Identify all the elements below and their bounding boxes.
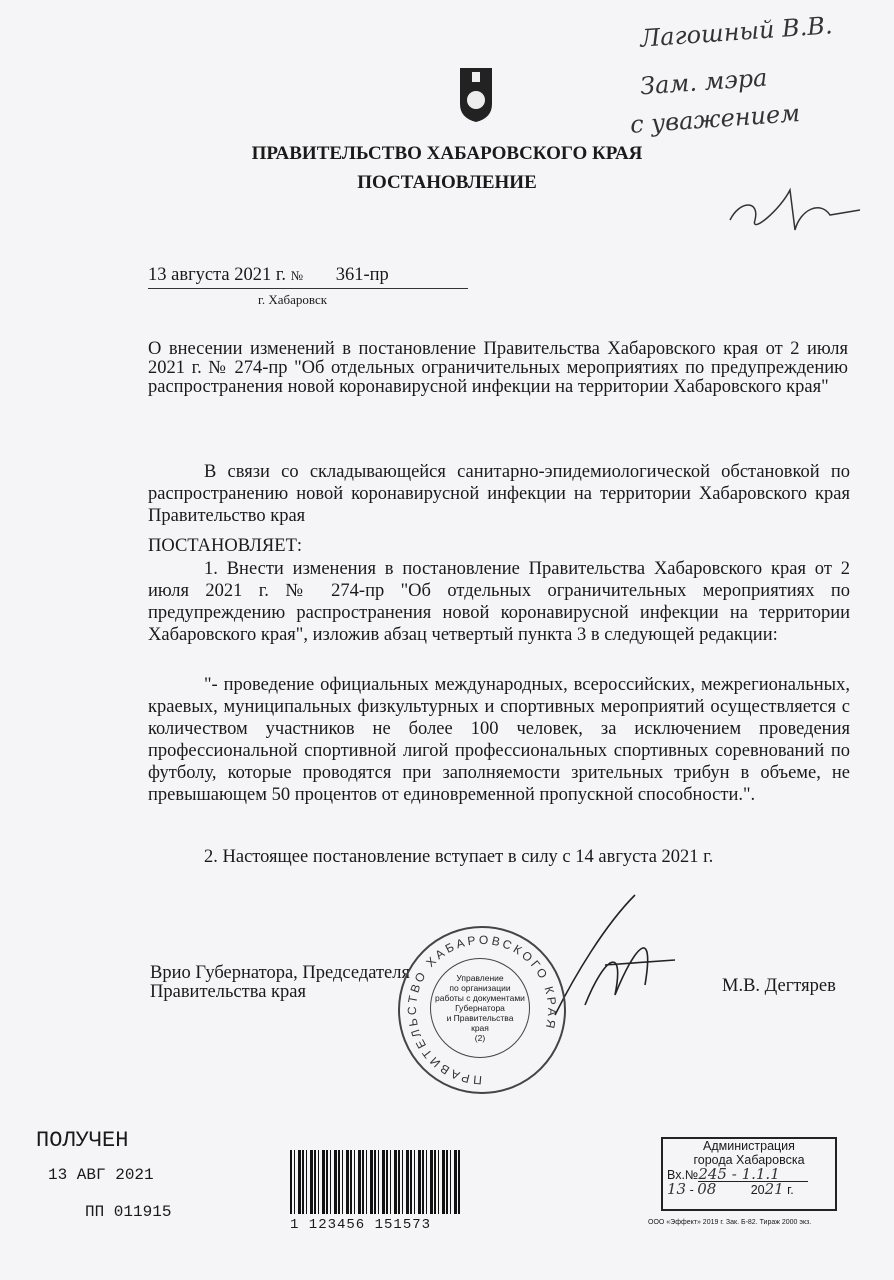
signer-position [150,964,410,1002]
coat-of-arms-icon [458,64,494,124]
handwritten-note: с уважением [629,99,801,139]
barcode-number: 1 123456 151573 [290,1217,432,1233]
signer-position-line: Врио Губернатора, Председателя [150,963,411,983]
governor-signature [545,885,685,1035]
incoming-label: Вх.№ [667,1168,699,1182]
barcode [290,1150,460,1214]
seal-line: работы с документами [435,993,525,1003]
year-suffix: г. [787,1183,794,1197]
signer-name: М.В. Дегтярев [722,976,836,996]
seal-line: (2) [474,1033,486,1043]
stamp-year: 21 [764,1180,784,1198]
number-label: № [290,268,304,283]
seal-line: и Правительства [446,1013,514,1023]
stamp-day: 13 [667,1180,687,1198]
intro-paragraph: В связи со складывающейся санитарно-эпидемиологической обстановкой по распространению новой коронавирусной инфекции на территории Хабаровского края Правительство края [148,462,850,526]
seal-line: края [471,1023,489,1033]
stamp-line: города Хабаровска [693,1153,805,1167]
official-seal [398,926,566,1094]
city: г. Хабаровск [258,292,328,307]
stamp-line: Администрация [703,1139,795,1153]
received-code: ПП 011915 [85,1203,172,1221]
seal-ring [400,928,564,1092]
doc-number: 361-пр [335,265,389,285]
registration-stamp: Администрация города Хабаровска Вх.№245 - 1.1.1 13 - 08 2021 г. [661,1137,837,1211]
year-prefix: 20 [750,1183,765,1197]
handwritten-name: Лагошный В.В. [639,11,834,53]
seal-line: Управление [456,973,504,983]
received-date: 13 АВГ 2021 [48,1166,154,1184]
signer-position-line: Правительства края [150,982,307,1002]
svg-text:ПРАВИТЕЛЬСТВО ХАБАРОВСКОГО КРА: ПРАВИТЕЛЬСТВО ХАБАРОВСКОГО КРАЯ [405,932,560,1088]
subject: О внесении изменений в постановление Правительства Хабаровского края от 2 июля 2021 г. № 274-пр "Об отдельных ограничительных мероприятиях по предупреждению распространения новой коронавирусной инфекции на территории Хабаровского края" [148,339,848,397]
item-2: 2. Настоящее постановление вступает в силу с 14 августа 2021 г. [204,847,714,867]
seal-line: по организации [449,983,511,993]
handwritten-note: Зам. мэра [639,63,769,101]
received-label: ПОЛУЧЕН [36,1128,129,1153]
doc-type: ПОСТАНОВЛЕНИЕ [357,172,537,193]
decree-word: ПОСТАНОВЛЯЕТ: [148,536,303,556]
item-1-quote: "- проведение официальных международных, всероссийских, межрегиональных, краевых, муниципальных физкультурных и спортивных мероприятий осуществляется с количеством участников не более 100 человек, за исключением проведения профессиональной спортивной лигой профессиональных спортивных соревнований по футболу, которые проводятся при заполняемости зрительных трибун в объеме, не превышающем 50 процентов от единовременной пропускной способности.". [148,675,850,805]
org-title: ПРАВИТЕЛЬСТВО ХАБАРОВСКОГО КРАЯ [251,143,643,164]
stamp-month: 08 [697,1180,717,1198]
incoming-number: 245 - 1.1.1 [698,1167,808,1182]
date-number-line [148,264,468,289]
item-1: 1. Внести изменения в постановление Правительства Хабаровского края от 2 июля 2021 г. № 274-пр "Об отдельных ограничительных мероприятиях по предупреждению распространения новой коронавирусной инфекции на территории Хабаровского края", изложив абзац четвертый пункта 3 в следующей редакции: [148,559,850,645]
doc-date: 13 августа 2021 г. [148,265,287,285]
seal-line: Губернатора [455,1003,505,1013]
printer-info: ООО «Эффект» 2019 г. Зак. Б-82. Тираж 2000 экз. [648,1219,812,1226]
